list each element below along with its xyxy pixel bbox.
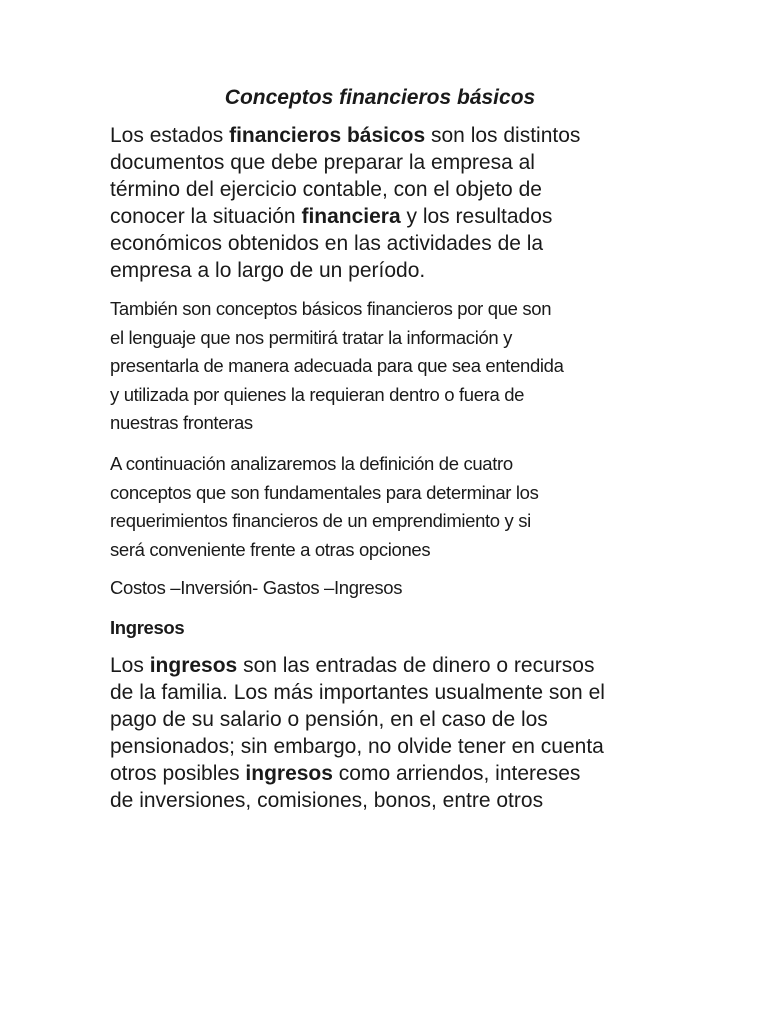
paragraph-tambien <box>110 295 564 438</box>
paragraph-continuacion <box>110 450 538 564</box>
text-segment: presentarla de manera adecuada para que sea entendida <box>110 355 564 376</box>
text-line <box>110 679 605 706</box>
text-segment: Los <box>110 654 150 677</box>
text-segment: y utilizada por quienes la requieran dentro o fuera de <box>110 383 525 405</box>
text-line <box>110 230 580 257</box>
text-line <box>110 409 564 438</box>
paragraph-intro <box>110 122 580 284</box>
text-segment: como arriendos, intereses <box>332 762 581 785</box>
text-line <box>110 706 605 733</box>
text-line <box>110 652 605 679</box>
paragraph-ingresos <box>110 652 605 814</box>
text-line <box>110 352 564 381</box>
text-segment: pensionados; sin embargo, no olvide tener en cuenta <box>110 735 604 758</box>
text-line <box>110 574 402 603</box>
text-segment: económicos obtenidos en las actividades de la <box>110 232 544 255</box>
text-line <box>110 450 538 479</box>
text-segment: También son conceptos básicos financieros por que son <box>110 298 552 319</box>
text-segment: y los resultados <box>400 205 553 228</box>
bold-text: ingresos <box>149 654 238 677</box>
text-segment: son los distintos <box>425 124 581 147</box>
text-line <box>110 614 184 643</box>
text-segment: será conveniente frente a otras opciones <box>110 538 431 560</box>
text-segment: de la familia. Los más importantes usualmente son el <box>110 681 605 704</box>
text-segment: son las entradas de dinero o recursos <box>237 654 595 677</box>
text-line <box>110 787 605 814</box>
text-segment: término del ejercicio contable, con el objeto de <box>110 178 542 201</box>
text-line <box>110 381 564 410</box>
text-line <box>110 176 580 203</box>
text-line <box>110 536 538 565</box>
concepts-list <box>110 574 402 603</box>
text-line <box>110 324 564 353</box>
text-line <box>110 203 580 230</box>
bold-text: ingresos <box>245 762 333 785</box>
bold-text: financiera <box>301 205 401 228</box>
text-line <box>110 479 538 508</box>
text-segment: otros posibles <box>110 762 246 785</box>
text-line <box>110 733 605 760</box>
bold-text: financieros básicos <box>229 124 426 147</box>
text-line <box>110 149 580 176</box>
section-heading-ingresos <box>110 614 184 643</box>
document-title: Conceptos financieros básicos <box>224 86 536 109</box>
text-segment: empresa a lo largo de un período. <box>110 259 426 282</box>
text-segment: requerimientos financieros de un emprendimiento y si <box>110 510 531 531</box>
text-segment: nuestras fronteras <box>110 412 253 433</box>
text-segment: el lenguaje que nos permitirá tratar la información y <box>110 326 513 348</box>
text-line <box>110 257 580 284</box>
text-segment: Los estados <box>110 124 230 147</box>
text-line <box>110 122 580 149</box>
text-segment: Costos –Inversión- Gastos –Ingresos <box>110 577 403 598</box>
text-segment: documentos que debe preparar la empresa al <box>110 151 535 174</box>
text-line <box>110 295 564 324</box>
text-line <box>110 760 605 787</box>
text-segment: conceptos que son fundamentales para determinar los <box>110 481 539 503</box>
text-segment: conocer la situación <box>110 205 302 228</box>
bold-text: Ingresos <box>110 617 185 638</box>
text-segment: de inversiones, comisiones, bonos, entre otros <box>110 789 544 812</box>
text-segment: A continuación analizaremos la definición de cuatro <box>110 453 513 474</box>
text-line <box>110 507 538 536</box>
text-segment: pago de su salario o pensión, en el caso de los <box>110 708 548 731</box>
